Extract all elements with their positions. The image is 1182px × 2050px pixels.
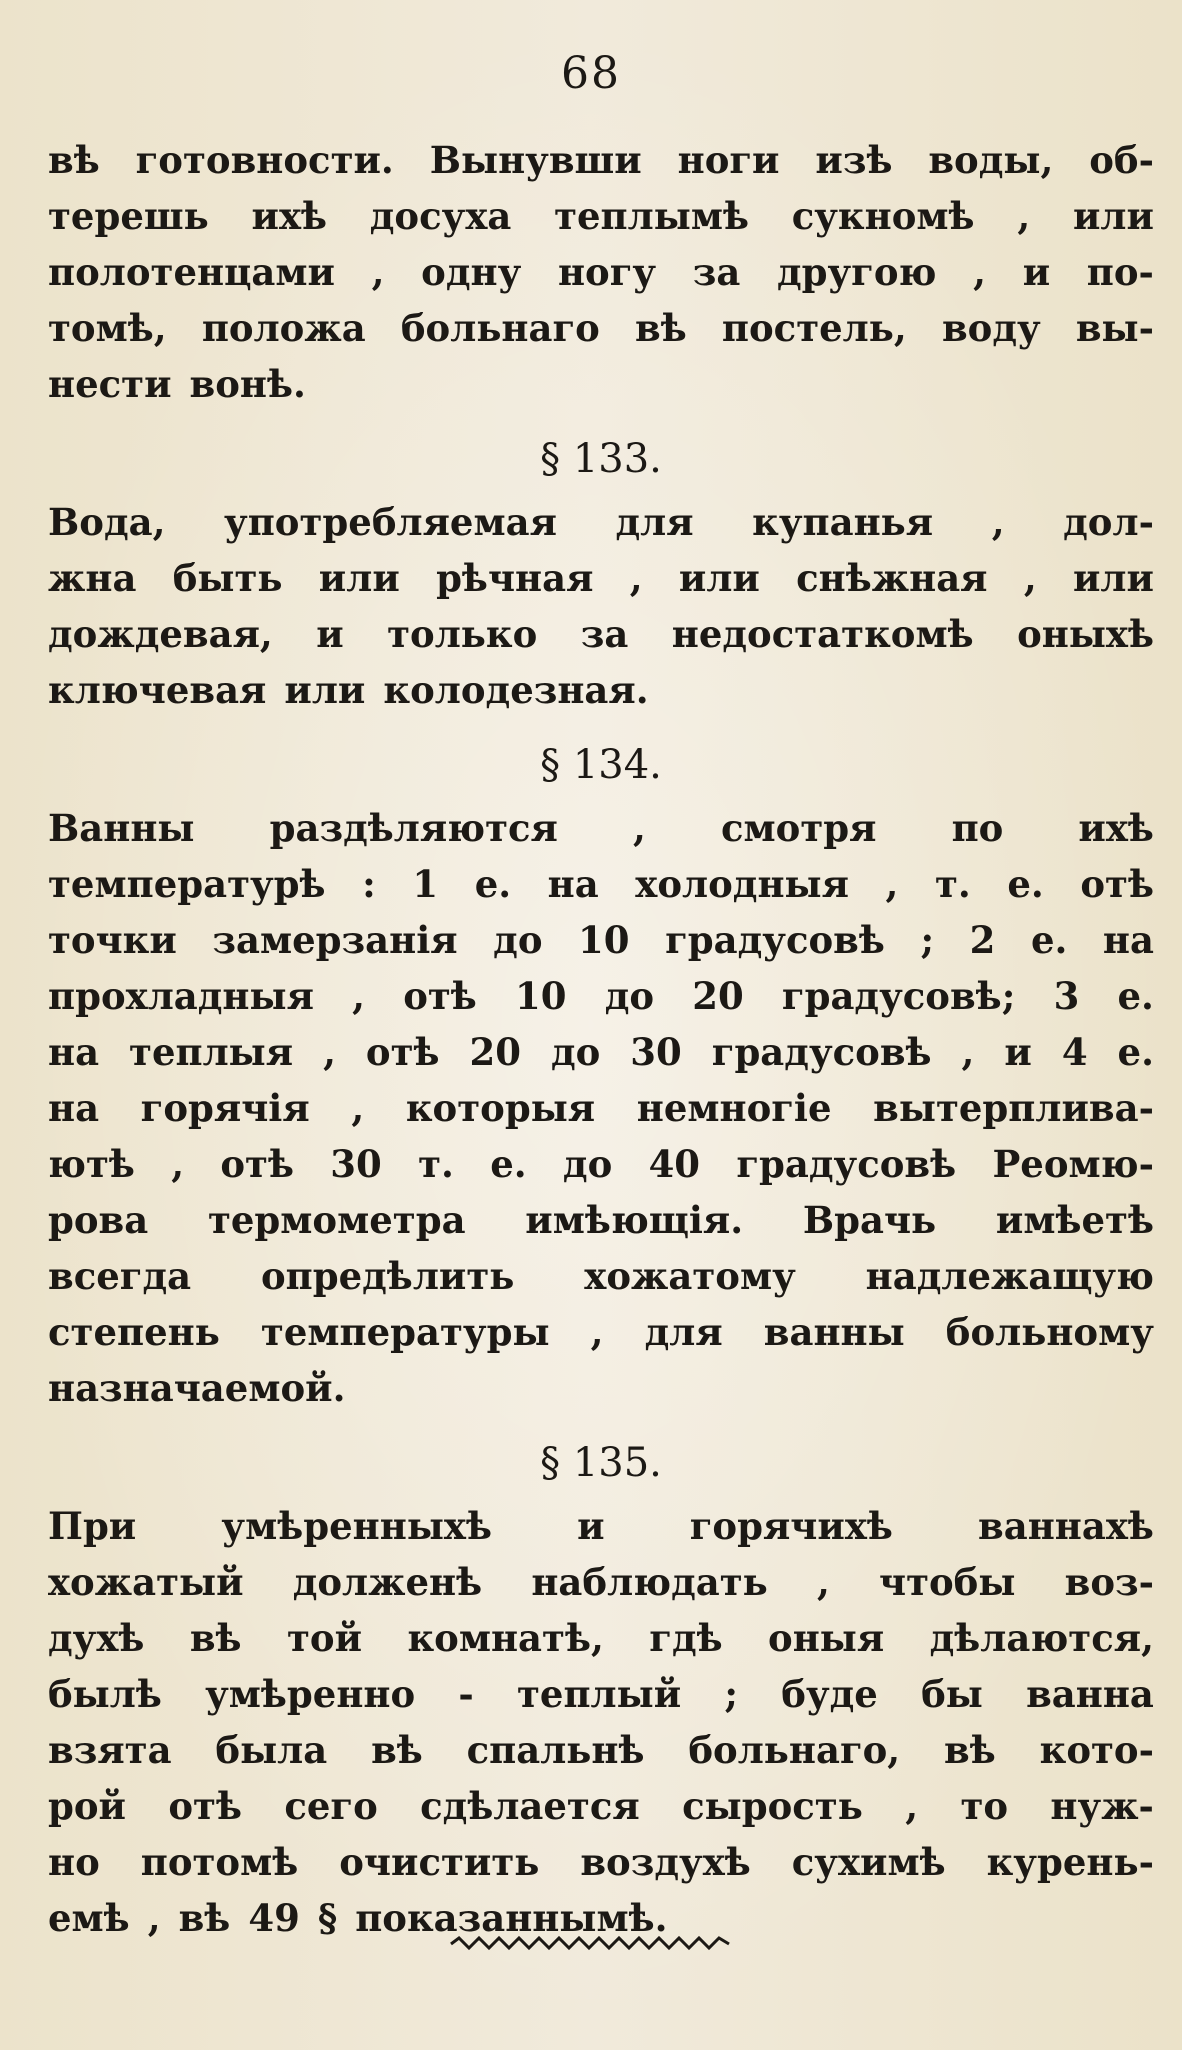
word: гдѣ (649, 1616, 723, 1660)
word: для (644, 1310, 723, 1354)
text-line (48, 362, 1154, 418)
word: рой (48, 1784, 126, 1828)
word: сдѣлается (420, 1784, 640, 1828)
word: оныя (768, 1616, 885, 1660)
word: или (678, 556, 760, 600)
word: вонѣ. (189, 362, 306, 406)
word: очистить (339, 1840, 540, 1884)
word: Реомю- (992, 1142, 1154, 1186)
word: , (351, 1086, 365, 1130)
word: , (1017, 194, 1031, 238)
word: 20 (469, 1030, 522, 1074)
word: и (316, 612, 344, 656)
section-135-body (48, 1504, 1154, 1952)
word: постель, (721, 306, 907, 350)
word: всегда (48, 1254, 192, 1298)
word: дол- (1063, 500, 1154, 544)
word: хожатому (584, 1254, 796, 1298)
word: долженѣ (292, 1560, 483, 1604)
word: е. (474, 862, 512, 906)
word: ваннахѣ (978, 1504, 1154, 1548)
word: вытерплива- (873, 1086, 1154, 1130)
section-heading-133: § 133. (540, 436, 662, 482)
word: е. (1117, 974, 1154, 1018)
word: дождевая, (48, 612, 273, 656)
word: Врачь (802, 1198, 937, 1242)
word: ихѣ (251, 194, 328, 238)
text-line (48, 1728, 1154, 1784)
word: спальнѣ (466, 1728, 645, 1772)
word: показаннымѣ. (355, 1896, 668, 1940)
word: и (577, 1504, 605, 1548)
word: 10 (515, 974, 567, 1018)
word: колодезная. (383, 668, 649, 712)
word: , (352, 974, 365, 1018)
word: При (48, 1504, 137, 1548)
word: вѣ (48, 138, 100, 182)
word: той (286, 1616, 363, 1660)
text-line (48, 1504, 1154, 1560)
word: об- (1089, 138, 1154, 182)
text-line (48, 1142, 1154, 1198)
word: точки (48, 918, 177, 962)
word: отѣ (220, 1142, 294, 1186)
word: нести (48, 362, 172, 406)
word: , (1023, 556, 1037, 600)
word: т. (418, 1142, 454, 1186)
word: и (1022, 250, 1051, 294)
word: , (590, 1310, 604, 1354)
word: воду (941, 306, 1041, 350)
word: быть (172, 556, 283, 600)
word: , (885, 862, 899, 906)
word: духѣ (48, 1616, 145, 1660)
word: употребляемая (224, 500, 557, 544)
text-line (48, 918, 1154, 974)
text-line (48, 138, 1154, 194)
word: назначаемой. (48, 1366, 346, 1410)
word: но (48, 1840, 100, 1884)
word: до (604, 974, 655, 1018)
text-line (48, 1616, 1154, 1672)
word: комнатѣ, (407, 1616, 604, 1660)
word: взята (48, 1728, 172, 1772)
word: отѣ (168, 1784, 242, 1828)
section-133-body (48, 500, 1154, 724)
word: опредѣлить (260, 1254, 515, 1298)
word: 4 (1061, 1030, 1088, 1074)
word: по (951, 806, 1004, 850)
word: по- (1086, 250, 1154, 294)
word: 3 (1053, 974, 1080, 1018)
word: сукномѣ (791, 194, 975, 238)
word: вѣ (189, 1616, 242, 1660)
word: теплыя (129, 1030, 294, 1074)
word: прохладныя (48, 974, 314, 1018)
word: е. (1007, 862, 1044, 906)
word: е. (1030, 918, 1068, 962)
text-line (48, 1030, 1154, 1086)
word: ноги (677, 138, 780, 182)
word: нуж- (1050, 1784, 1154, 1828)
word: кото- (1039, 1728, 1154, 1772)
text-line (48, 806, 1154, 862)
word: за (580, 612, 629, 656)
word: вѣ (371, 1728, 423, 1772)
text-line (48, 1784, 1154, 1840)
text-line (48, 974, 1154, 1030)
text-block (48, 138, 1154, 1952)
word: вѣ (635, 306, 687, 350)
word: 30 (630, 1030, 682, 1074)
word: , (371, 250, 385, 294)
text-line (48, 862, 1154, 918)
text-line (48, 1254, 1154, 1310)
word: ногу (557, 250, 657, 294)
word: купанья (752, 500, 934, 544)
word: ютѣ (48, 1142, 135, 1186)
section-heading-134: § 134. (540, 742, 662, 788)
word: больному (945, 1310, 1154, 1354)
word: , (147, 1896, 161, 1940)
word: ключевая (48, 668, 267, 712)
word: хожатый (48, 1560, 244, 1604)
word: на (1102, 918, 1154, 962)
word: отѣ (365, 1030, 440, 1074)
word: дѣлаются, (929, 1616, 1154, 1660)
word: или (318, 556, 400, 600)
section-heading-135: § 135. (540, 1440, 662, 1486)
word: томѣ, (48, 306, 167, 350)
word: больнаго, (688, 1728, 901, 1772)
word: положа (201, 306, 366, 350)
text-line (48, 668, 1154, 724)
word: буде (781, 1672, 878, 1716)
word: рова (48, 1198, 149, 1242)
word: 20 (692, 974, 744, 1018)
word: 1 (412, 862, 439, 906)
word: для (615, 500, 694, 544)
word: воздухѣ (580, 1840, 751, 1884)
word: воз- (1064, 1560, 1154, 1604)
word: , (961, 1030, 975, 1074)
word: имѣетѣ (995, 1198, 1154, 1242)
word: Вода, (48, 500, 166, 544)
word: , (323, 1030, 336, 1074)
paragraph-continued (48, 138, 1154, 418)
word: ; (724, 1672, 739, 1716)
word: температурѣ (48, 862, 326, 906)
word: на (547, 862, 599, 906)
word: , (816, 1560, 830, 1604)
word: 10 (578, 918, 630, 962)
end-ornament (0, 1932, 1182, 1960)
word: теплымѣ (554, 194, 749, 238)
word: Вынувши (429, 138, 642, 182)
word: Ванны (48, 806, 195, 850)
word: , (973, 250, 987, 294)
word: ванна (1026, 1672, 1154, 1716)
word: до (562, 1142, 613, 1186)
word: е. (1117, 1030, 1154, 1074)
word: горячихѣ (689, 1504, 893, 1548)
word: курень- (986, 1840, 1154, 1884)
word: степень (48, 1310, 220, 1354)
word: вѣ (944, 1728, 996, 1772)
word: § (317, 1896, 338, 1940)
word: до (550, 1030, 601, 1074)
word: терешь (48, 194, 209, 238)
word: смотря (720, 806, 877, 850)
word: ванны (763, 1310, 905, 1354)
word: , (633, 806, 646, 850)
word: которыя (405, 1086, 596, 1130)
word: 30 (330, 1142, 382, 1186)
word: ихѣ (1078, 806, 1154, 850)
word: вѣ (178, 1896, 231, 1940)
word: раздѣляются (269, 806, 558, 850)
word: имѣющія. (525, 1198, 744, 1242)
word: умѣренно (205, 1672, 416, 1716)
word: жна (48, 556, 137, 600)
word: досуха (369, 194, 512, 238)
word: градусовѣ (665, 918, 885, 962)
wavy-divider-icon (441, 1932, 741, 1956)
text-line (48, 612, 1154, 668)
word: емѣ (48, 1896, 130, 1940)
word: или (1072, 556, 1154, 600)
word: ; (920, 918, 935, 962)
text-line (48, 194, 1154, 250)
word: вы- (1075, 306, 1154, 350)
word: температуры (260, 1310, 550, 1354)
text-line (48, 1198, 1154, 1254)
word: другою (776, 250, 937, 294)
word: былѣ (48, 1672, 162, 1716)
word: только (387, 612, 538, 656)
word: , (171, 1142, 185, 1186)
word: - (458, 1672, 474, 1716)
word: и (1004, 1030, 1032, 1074)
word: 49 (248, 1896, 300, 1940)
word: потомѣ (140, 1840, 299, 1884)
word: термометра (207, 1198, 466, 1242)
word: т. (934, 862, 971, 906)
word: 2 (969, 918, 996, 962)
word: или (1072, 194, 1154, 238)
section-134-body (48, 806, 1154, 1422)
word: градусовѣ (711, 1030, 932, 1074)
word: рѣчная (436, 556, 594, 600)
word: одну (421, 250, 522, 294)
word: за (692, 250, 741, 294)
word: , (905, 1784, 919, 1828)
word: полотенцами (48, 250, 335, 294)
word: горячія (140, 1086, 310, 1130)
word: сего (284, 1784, 378, 1828)
word: готовности. (135, 138, 394, 182)
text-line (48, 306, 1154, 362)
text-line (48, 1086, 1154, 1142)
word: снѣжная (796, 556, 988, 600)
word: то (960, 1784, 1009, 1828)
word: изѣ (815, 138, 893, 182)
word: была (215, 1728, 328, 1772)
text-line (48, 250, 1154, 306)
word: градусовѣ; (781, 974, 1016, 1018)
word: чтобы (879, 1560, 1016, 1604)
word: отѣ (403, 974, 477, 1018)
word: , (991, 500, 1005, 544)
text-line (48, 1672, 1154, 1728)
word: , (629, 556, 643, 600)
word: сухимѣ (791, 1840, 946, 1884)
word: на (48, 1030, 100, 1074)
word: 40 (648, 1142, 701, 1186)
word: градусовѣ (736, 1142, 957, 1186)
text-line (48, 500, 1154, 556)
word: : (362, 862, 376, 906)
word: недостаткомѣ (671, 612, 974, 656)
word: замерзанія (212, 918, 458, 962)
word: наблюдать (531, 1560, 768, 1604)
word: теплый (517, 1672, 682, 1716)
word: надлежащую (865, 1254, 1154, 1298)
word: воды, (928, 138, 1054, 182)
text-line (48, 1560, 1154, 1616)
text-line (48, 1840, 1154, 1896)
text-line (48, 556, 1154, 612)
word: на (48, 1086, 100, 1130)
word: е. (490, 1142, 527, 1186)
word: до (493, 918, 543, 962)
text-line (48, 1310, 1154, 1366)
word: отѣ (1080, 862, 1154, 906)
word: или (284, 668, 366, 712)
word: немногіе (636, 1086, 832, 1130)
word: сырость (682, 1784, 863, 1828)
page-number: 68 (561, 48, 621, 99)
word: холодныя (635, 862, 849, 906)
word: бы (921, 1672, 983, 1716)
text-line (48, 1366, 1154, 1422)
word: оныхѣ (1017, 612, 1154, 656)
word: умѣренныхѣ (221, 1504, 492, 1548)
word: больнаго (400, 306, 600, 350)
